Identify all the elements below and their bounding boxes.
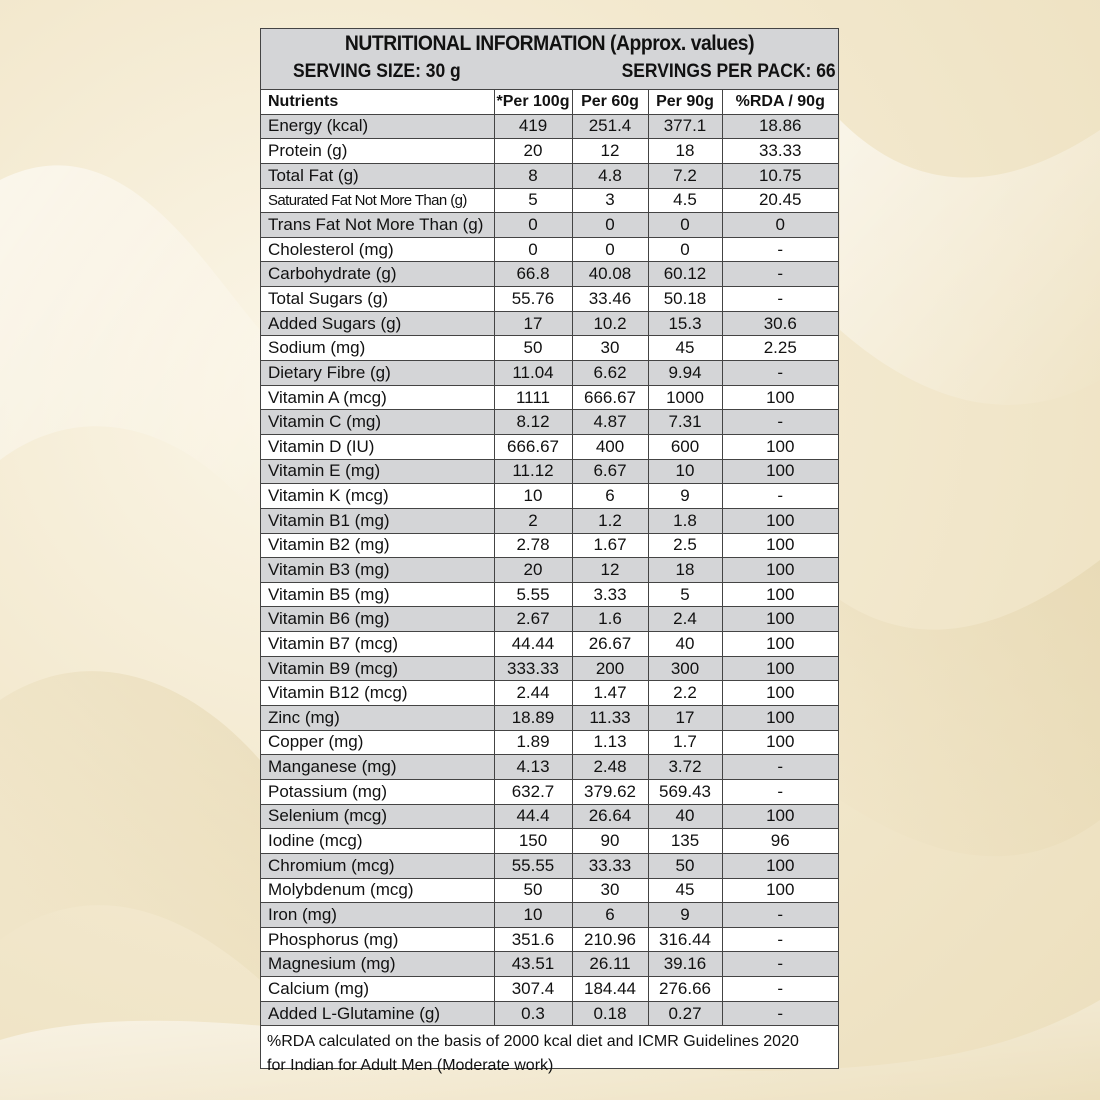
nutrient-value: 9 [648, 484, 722, 509]
nutrient-value: 10 [648, 459, 722, 484]
nutrient-value: 0.18 [572, 1001, 648, 1026]
nutrient-value: 50 [494, 878, 572, 903]
table-row [261, 607, 838, 632]
column-header: Per 60g [572, 90, 648, 114]
table-row [261, 188, 838, 213]
nutrient-value: - [722, 903, 838, 928]
footnote-line: for Indian for Adult Men (Moderate work) [267, 1057, 554, 1075]
table-row [261, 336, 838, 361]
table-row [261, 755, 838, 780]
table-row [261, 681, 838, 706]
nutrient-value: 632.7 [494, 779, 572, 804]
nutrient-value: - [722, 1001, 838, 1026]
nutrient-value: 6.62 [572, 361, 648, 386]
column-header: Per 90g [648, 90, 722, 114]
nutrient-value: 5 [648, 582, 722, 607]
nutrient-value: 50 [494, 336, 572, 361]
nutrient-value: 0 [572, 213, 648, 238]
nutrient-value: 45 [648, 336, 722, 361]
footnote-line: %RDA calculated on the basis of 2000 kcal diet and ICMR Guidelines 2020 [267, 1033, 799, 1051]
nutrient-value: 4.5 [648, 188, 722, 213]
table-row [261, 779, 838, 804]
column-header: %RDA / 90g [722, 90, 838, 114]
nutrient-value: 15.3 [648, 311, 722, 336]
nutrient-name: Vitamin B7 (mcg) [261, 632, 494, 657]
nutrient-name: Vitamin K (mcg) [261, 484, 494, 509]
nutrient-value: 100 [722, 681, 838, 706]
nutrient-value: 1111 [494, 385, 572, 410]
nutrient-value: 7.31 [648, 410, 722, 435]
table-row [261, 237, 838, 262]
nutrient-value: - [722, 237, 838, 262]
nutrient-value: 0 [494, 213, 572, 238]
nutrient-value: 30 [572, 878, 648, 903]
nutrient-value: 26.11 [572, 952, 648, 977]
table-row [261, 361, 838, 386]
nutrient-value: 9 [648, 903, 722, 928]
table-row [261, 582, 838, 607]
nutrient-name: Vitamin D (IU) [261, 434, 494, 459]
nutrient-name: Iron (mg) [261, 903, 494, 928]
nutrition-panel [260, 28, 839, 1075]
nutrient-name: Protein (g) [261, 139, 494, 164]
nutrient-value: 2.67 [494, 607, 572, 632]
nutrient-value: 100 [722, 632, 838, 657]
nutrient-name: Vitamin B9 (mcg) [261, 656, 494, 681]
nutrient-value: 5 [494, 188, 572, 213]
nutrient-value: 2.44 [494, 681, 572, 706]
nutrient-value: 316.44 [648, 927, 722, 952]
nutrient-value: 1.67 [572, 533, 648, 558]
nutrient-value: 2.78 [494, 533, 572, 558]
nutrient-name: Manganese (mg) [261, 755, 494, 780]
table-row [261, 1001, 838, 1026]
nutrient-value: 18.86 [722, 114, 838, 139]
nutrient-value: 20 [494, 139, 572, 164]
nutrient-value: 44.44 [494, 632, 572, 657]
nutrient-value: 10 [494, 484, 572, 509]
table-row [261, 410, 838, 435]
nutrient-value: 33.33 [722, 139, 838, 164]
table-row [261, 508, 838, 533]
nutrient-value: 33.33 [572, 853, 648, 878]
nutrient-value: 10.2 [572, 311, 648, 336]
nutrient-value: 40.08 [572, 262, 648, 287]
table-row [261, 903, 838, 928]
nutrient-value: 419 [494, 114, 572, 139]
nutrient-value: 135 [648, 829, 722, 854]
nutrient-value: 9.94 [648, 361, 722, 386]
nutrient-value: 2.48 [572, 755, 648, 780]
nutrient-value: 10 [494, 903, 572, 928]
nutrient-value: 100 [722, 434, 838, 459]
nutrient-name: Trans Fat Not More Than (g) [261, 213, 494, 238]
nutrient-value: 11.33 [572, 706, 648, 731]
nutrient-value: 33.46 [572, 287, 648, 312]
panel-header [261, 29, 838, 90]
nutrient-name: Calcium (mg) [261, 977, 494, 1002]
nutrient-value: 0 [572, 237, 648, 262]
nutrient-value: 100 [722, 558, 838, 583]
nutrient-value: 377.1 [648, 114, 722, 139]
nutrient-value: 184.44 [572, 977, 648, 1002]
nutrient-name: Saturated Fat Not More Than (g) [261, 188, 494, 213]
nutrient-value: 4.8 [572, 163, 648, 188]
nutrient-value: 40 [648, 632, 722, 657]
nutrient-value: 3.72 [648, 755, 722, 780]
nutrient-value: 50 [648, 853, 722, 878]
nutrient-name: Added Sugars (g) [261, 311, 494, 336]
nutrient-value: 2 [494, 508, 572, 533]
table-row [261, 952, 838, 977]
footnote [261, 1026, 838, 1082]
nutrient-name: Chromium (mcg) [261, 853, 494, 878]
nutrient-name: Zinc (mg) [261, 706, 494, 731]
nutrient-value: 12 [572, 139, 648, 164]
table-row [261, 533, 838, 558]
nutrient-value: - [722, 287, 838, 312]
nutrient-value: 379.62 [572, 779, 648, 804]
nutrient-value: 43.51 [494, 952, 572, 977]
nutrient-value: 7.2 [648, 163, 722, 188]
nutrient-value: 8.12 [494, 410, 572, 435]
table-row [261, 311, 838, 336]
table-row [261, 927, 838, 952]
nutrient-value: 100 [722, 582, 838, 607]
nutrient-value: 2.4 [648, 607, 722, 632]
nutrient-name: Vitamin B6 (mg) [261, 607, 494, 632]
nutrient-value: 276.66 [648, 977, 722, 1002]
nutrient-value: 5.55 [494, 582, 572, 607]
nutrient-name: Vitamin B12 (mcg) [261, 681, 494, 706]
nutrient-value: 200 [572, 656, 648, 681]
nutrient-value: - [722, 410, 838, 435]
nutrient-name: Total Fat (g) [261, 163, 494, 188]
nutrient-name: Total Sugars (g) [261, 287, 494, 312]
nutrient-value: - [722, 361, 838, 386]
nutrient-name: Vitamin E (mg) [261, 459, 494, 484]
table-row [261, 459, 838, 484]
nutrient-value: 1.2 [572, 508, 648, 533]
table-row [261, 706, 838, 731]
table-row [261, 829, 838, 854]
table-row [261, 977, 838, 1002]
nutrition-table [261, 90, 838, 1026]
table-row [261, 385, 838, 410]
nutrient-value: 100 [722, 607, 838, 632]
nutrient-value: 55.76 [494, 287, 572, 312]
nutrient-value: 100 [722, 533, 838, 558]
nutrient-value: 50.18 [648, 287, 722, 312]
nutrient-value: 1.13 [572, 730, 648, 755]
nutrient-value: 90 [572, 829, 648, 854]
nutrient-value: 3 [572, 188, 648, 213]
table-row [261, 804, 838, 829]
table-row [261, 878, 838, 903]
nutrient-value: 0 [722, 213, 838, 238]
nutrient-value: 100 [722, 385, 838, 410]
nutrient-value: 8 [494, 163, 572, 188]
nutrient-value: 4.87 [572, 410, 648, 435]
nutrient-value: 666.67 [572, 385, 648, 410]
table-row [261, 139, 838, 164]
nutrient-value: 1.8 [648, 508, 722, 533]
nutrient-name: Carbohydrate (g) [261, 262, 494, 287]
nutrient-value: 30 [572, 336, 648, 361]
nutrient-name: Vitamin A (mcg) [261, 385, 494, 410]
table-row [261, 853, 838, 878]
nutrient-value: 10.75 [722, 163, 838, 188]
servings-per-pack: SERVINGS PER PACK: 66 [621, 61, 836, 82]
nutrient-value: 17 [494, 311, 572, 336]
nutrient-value: - [722, 262, 838, 287]
nutrient-value: - [722, 484, 838, 509]
nutrient-value: 26.67 [572, 632, 648, 657]
nutrient-name: Sodium (mg) [261, 336, 494, 361]
nutrient-value: 20 [494, 558, 572, 583]
nutrient-value: - [722, 927, 838, 952]
table-header-row [261, 90, 838, 114]
nutrient-value: 1.6 [572, 607, 648, 632]
nutrient-value: 6 [572, 484, 648, 509]
nutrient-value: 351.6 [494, 927, 572, 952]
nutrient-name: Potassium (mg) [261, 779, 494, 804]
nutrient-value: 30.6 [722, 311, 838, 336]
nutrient-value: 1.47 [572, 681, 648, 706]
nutrient-value: 100 [722, 459, 838, 484]
nutrient-value: - [722, 977, 838, 1002]
nutrient-value: 600 [648, 434, 722, 459]
nutrient-value: 1.89 [494, 730, 572, 755]
nutrient-value: 100 [722, 878, 838, 903]
table-row [261, 287, 838, 312]
nutrient-name: Vitamin B2 (mg) [261, 533, 494, 558]
nutrient-value: 0.27 [648, 1001, 722, 1026]
nutrient-value: 6 [572, 903, 648, 928]
column-header: Nutrients [261, 90, 494, 114]
nutrient-value: 307.4 [494, 977, 572, 1002]
table-row [261, 656, 838, 681]
nutrient-name: Vitamin B1 (mg) [261, 508, 494, 533]
nutrient-value: 251.4 [572, 114, 648, 139]
nutrient-value: 100 [722, 656, 838, 681]
nutrient-value: 0 [494, 237, 572, 262]
nutrient-name: Vitamin B3 (mg) [261, 558, 494, 583]
nutrient-value: 0 [648, 213, 722, 238]
nutrient-value: 100 [722, 706, 838, 731]
nutrient-value: 300 [648, 656, 722, 681]
nutrient-value: 4.13 [494, 755, 572, 780]
nutrient-value: 11.12 [494, 459, 572, 484]
table-row [261, 163, 838, 188]
nutrient-value: 100 [722, 804, 838, 829]
nutrient-value: 569.43 [648, 779, 722, 804]
nutrient-value: 18 [648, 558, 722, 583]
nutrient-value: 18.89 [494, 706, 572, 731]
nutrient-value: 17 [648, 706, 722, 731]
nutrient-value: 210.96 [572, 927, 648, 952]
serving-size: SERVING SIZE: 30 g [293, 61, 461, 82]
nutrient-value: 333.33 [494, 656, 572, 681]
nutrient-value: 100 [722, 730, 838, 755]
nutrient-name: Vitamin B5 (mg) [261, 582, 494, 607]
nutrient-value: 39.16 [648, 952, 722, 977]
nutrient-value: 1.7 [648, 730, 722, 755]
table-row [261, 484, 838, 509]
nutrient-name: Molybdenum (mcg) [261, 878, 494, 903]
column-header: *Per 100g [494, 90, 572, 114]
nutrient-value: 1000 [648, 385, 722, 410]
nutrient-value: 3.33 [572, 582, 648, 607]
table-row [261, 114, 838, 139]
nutrient-value: 2.25 [722, 336, 838, 361]
nutrient-name: Cholesterol (mg) [261, 237, 494, 262]
nutrient-name: Iodine (mcg) [261, 829, 494, 854]
nutrient-value: 100 [722, 508, 838, 533]
nutrient-value: 96 [722, 829, 838, 854]
nutrient-value: - [722, 779, 838, 804]
table-row [261, 434, 838, 459]
nutrient-name: Energy (kcal) [261, 114, 494, 139]
nutrient-value: 45 [648, 878, 722, 903]
nutrient-value: 100 [722, 853, 838, 878]
nutrient-value: 26.64 [572, 804, 648, 829]
nutrient-value: 40 [648, 804, 722, 829]
nutrient-name: Added L-Glutamine (g) [261, 1001, 494, 1026]
nutrient-value: 6.67 [572, 459, 648, 484]
nutrient-value: 2.5 [648, 533, 722, 558]
nutrient-value: 60.12 [648, 262, 722, 287]
table-row [261, 632, 838, 657]
table-row [261, 213, 838, 238]
nutrient-name: Dietary Fibre (g) [261, 361, 494, 386]
nutrient-value: 20.45 [722, 188, 838, 213]
nutrient-value: 55.55 [494, 853, 572, 878]
nutrient-name: Phosphorus (mg) [261, 927, 494, 952]
nutrient-value: 400 [572, 434, 648, 459]
nutrient-value: 666.67 [494, 434, 572, 459]
table-row [261, 730, 838, 755]
panel-title: NUTRITIONAL INFORMATION (Approx. values) [344, 32, 755, 55]
nutrient-value: 0 [648, 237, 722, 262]
nutrient-value: 18 [648, 139, 722, 164]
nutrient-name: Copper (mg) [261, 730, 494, 755]
nutrient-value: 44.4 [494, 804, 572, 829]
table-row [261, 558, 838, 583]
table-row [261, 262, 838, 287]
nutrient-value: 150 [494, 829, 572, 854]
nutrient-value: 2.2 [648, 681, 722, 706]
nutrient-value: 0.3 [494, 1001, 572, 1026]
nutrient-name: Magnesium (mg) [261, 952, 494, 977]
nutrient-name: Selenium (mcg) [261, 804, 494, 829]
nutrient-value: 11.04 [494, 361, 572, 386]
nutrient-name: Vitamin C (mg) [261, 410, 494, 435]
nutrient-value: - [722, 952, 838, 977]
nutrient-value: - [722, 755, 838, 780]
nutrient-value: 12 [572, 558, 648, 583]
nutrient-value: 66.8 [494, 262, 572, 287]
